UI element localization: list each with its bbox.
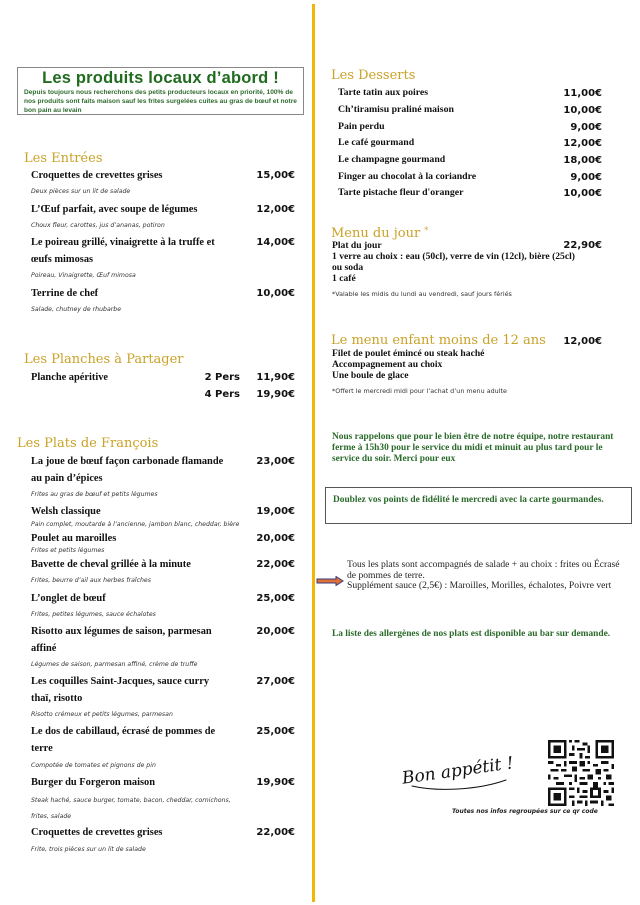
menu-item-name-line2: thaï, risotto bbox=[31, 693, 83, 704]
menu-item-name-line2: affiné bbox=[31, 643, 57, 654]
sauce-supplement-text: Supplément sauce (2,5€) : Maroilles, Morilles, échalotes, Poivre vert bbox=[347, 580, 612, 592]
menu-enfant-line: Une boule de glace bbox=[332, 370, 409, 381]
menu-item-desc: Compotée de tomates et pignons de pin bbox=[31, 762, 156, 769]
menu-enfant-line: Accompagnement au choix bbox=[332, 359, 443, 370]
menu-item-desc: Choux fleur, carottes, jus d’ananas, potiron bbox=[31, 222, 165, 229]
menu-jour-line: 1 verre au choix : eau (50cl), verre de vin (12cl), bière (25cl) bbox=[332, 251, 575, 262]
accompaniment-text: Tous les plats sont accompagnés de salade + au choix : frites ou Écrasé de pommes de terre. bbox=[347, 559, 620, 581]
menu-item-desc: Frite, trois pièces sur un lit de salade bbox=[31, 846, 146, 853]
menu-item-name: Croquettes de crevettes grises bbox=[31, 827, 163, 838]
menu-item-desc: Pain complet, moutarde à l’ancienne, jambon blanc, cheddar, bière bbox=[31, 521, 240, 528]
menu-item-name-line2: œufs mimosas bbox=[31, 254, 94, 265]
menu-item-price: 20,00€ bbox=[256, 533, 295, 544]
dessert-name: Le café gourmand bbox=[338, 137, 415, 148]
opening-hours-notice: Nous rappelons que pour le bien être de notre équipe, notre restaurant ferme à 15h30 pour le service du midi et minuit au plus tard pour le service du soir. Merci pour eux bbox=[332, 432, 614, 464]
section-title-menu-enfant: Le menu enfant moins de 12 ans bbox=[331, 333, 546, 348]
menu-item-price: 22,00€ bbox=[256, 827, 295, 838]
dessert-price: 11,00€ bbox=[563, 88, 602, 99]
menu-jour-price: 22,90€ bbox=[563, 240, 602, 251]
dessert-name: Ch’tiramisu praliné maison bbox=[338, 104, 454, 115]
allergen-notice: La liste des allergènes de nos plats est disponible au bar sur demande. bbox=[332, 629, 611, 639]
section-title-desserts: Les Desserts bbox=[331, 68, 416, 83]
menu-item-desc: Poireau, Vinaigrette, Œuf mimosa bbox=[31, 272, 136, 279]
dessert-price: 10,00€ bbox=[563, 105, 602, 116]
planche-persons: 4 Pers bbox=[204, 389, 240, 400]
menu-item-name: Poulet au maroilles bbox=[31, 533, 117, 544]
bon-appetit-logo bbox=[398, 732, 518, 808]
local-products-box bbox=[17, 67, 304, 115]
planche-item-name: Planche apéritive bbox=[31, 372, 109, 383]
dessert-price: 10,00€ bbox=[563, 188, 602, 199]
menu-item-price: 15,00€ bbox=[256, 170, 295, 181]
section-title-plats: Les Plats de François bbox=[17, 436, 159, 451]
menu-item-desc: Légumes de saison, parmesan affiné, crème de truffe bbox=[31, 661, 198, 668]
menu-item-desc: Deux pièces sur un lit de salade bbox=[31, 188, 131, 195]
menu-item-desc: Risotto crémeux et petits légumes, parmesan bbox=[31, 711, 173, 718]
menu-jour-line: ou soda bbox=[332, 262, 364, 273]
menu-jour-asterisk: * bbox=[424, 226, 429, 235]
menu-jour-title: Menu du jour bbox=[331, 226, 421, 241]
menu-item-name: L’onglet de bœuf bbox=[31, 593, 106, 604]
section-title-menu-jour bbox=[331, 226, 428, 241]
menu-item-price: 23,00€ bbox=[256, 456, 295, 467]
menu-item-price: 20,00€ bbox=[256, 626, 295, 637]
menu-item-price: 25,00€ bbox=[256, 726, 295, 737]
menu-item-desc: Steak haché, sauce burger, tomate, bacon, cheddar, cornichons, bbox=[31, 797, 231, 804]
menu-item-name-line2: terre bbox=[31, 743, 53, 754]
section-title-entrees: Les Entrées bbox=[24, 151, 103, 166]
menu-item-desc: Salade, chutney de rhubarbe bbox=[31, 306, 122, 313]
dessert-price: 18,00€ bbox=[563, 155, 602, 166]
menu-item-price: 19,90€ bbox=[256, 777, 295, 788]
local-products-text: Depuis toujours nous recherchons des petits producteurs locaux en priorité, 100% de nos produits sont faits maison sauf les frites surgelées cuites au gras de bœuf et notre bon pain au levain bbox=[24, 89, 297, 115]
planche-persons: 2 Pers bbox=[204, 372, 240, 383]
arrow-right-icon bbox=[316, 576, 344, 586]
planche-price: 11,90€ bbox=[256, 372, 295, 383]
dessert-price: 9,00€ bbox=[570, 122, 602, 133]
menu-enfant-price: 12,00€ bbox=[563, 336, 602, 347]
menu-item-price: 10,00€ bbox=[256, 288, 295, 299]
dessert-name: Pain perdu bbox=[338, 121, 385, 132]
qr-code[interactable] bbox=[548, 740, 614, 806]
menu-item-name: Risotto aux légumes de saison, parmesan bbox=[31, 626, 212, 637]
menu-item-name: La joue de bœuf façon carbonade flamande bbox=[31, 456, 224, 467]
menu-item-name: Terrine de chef bbox=[31, 288, 99, 299]
loyalty-text: Doublez vos points de fidélité le mercredi avec la carte gourmandes. bbox=[333, 495, 604, 505]
menu-item-price: 12,00€ bbox=[256, 204, 295, 215]
column-divider bbox=[312, 4, 315, 902]
menu-item-desc: Frites, petites légumes, sauce échalotes bbox=[31, 611, 156, 618]
section-title-planches: Les Planches à Partager bbox=[24, 352, 184, 367]
dessert-name: Tarte pistache fleur d'oranger bbox=[338, 187, 464, 198]
menu-item-desc: Frites, beurre d’ail aux herbes fraîches bbox=[31, 577, 151, 584]
loyalty-box bbox=[325, 487, 632, 524]
menu-enfant-note: *Offert le mercredi midi pour l’achat d’un menu adulte bbox=[332, 387, 507, 395]
menu-jour-line: 1 café bbox=[332, 273, 356, 284]
menu-item-price: 27,00€ bbox=[256, 676, 295, 687]
menu-item-name: Welsh classique bbox=[31, 506, 101, 517]
menu-item-name: L’Œuf parfait, avec soupe de légumes bbox=[31, 204, 198, 215]
dessert-name: Le champagne gourmand bbox=[338, 154, 446, 165]
dessert-name: Finger au chocolat à la coriandre bbox=[338, 171, 477, 182]
menu-item-price: 19,00€ bbox=[256, 506, 295, 517]
menu-jour-note: *Valable les midis du lundi au vendredi, sauf jours fériés bbox=[332, 290, 512, 298]
accompaniment-info bbox=[347, 560, 627, 592]
menu-item-name: Burger du Forgeron maison bbox=[31, 777, 156, 788]
menu-item-desc-line2: frites, salade bbox=[31, 813, 72, 820]
menu-item-price: 22,00€ bbox=[256, 559, 295, 570]
menu-item-name-line2: au pain d’épices bbox=[31, 473, 103, 484]
menu-enfant-line: Filet de poulet émincé ou steak haché bbox=[332, 348, 485, 359]
qr-caption: Toutes nos infos regroupées sur ce qr code bbox=[452, 808, 598, 815]
menu-item-name: Les coquilles Saint-Jacques, sauce curry bbox=[31, 676, 210, 687]
menu-item-name: Le poireau grillé, vinaigrette à la truffe et bbox=[31, 237, 215, 248]
menu-item-desc: Frites au gras de bœuf et petits légumes bbox=[31, 491, 158, 498]
bon-appetit-text: Bon appétit ! bbox=[400, 753, 515, 789]
menu-item-name: Croquettes de crevettes grises bbox=[31, 170, 163, 181]
menu-item-name: Bavette de cheval grillée à la minute bbox=[31, 559, 191, 570]
dessert-price: 12,00€ bbox=[563, 138, 602, 149]
local-products-title: Les produits locaux d’abord ! bbox=[42, 69, 279, 87]
dessert-price: 9,00€ bbox=[570, 172, 602, 183]
menu-item-name: Le dos de cabillaud, écrasé de pommes de bbox=[31, 726, 216, 737]
menu-item-price: 14,00€ bbox=[256, 237, 295, 248]
planche-price: 19,90€ bbox=[256, 389, 295, 400]
dessert-name: Tarte tatin aux poires bbox=[338, 87, 429, 98]
menu-item-price: 25,00€ bbox=[256, 593, 295, 604]
menu-item-desc: Frites et petits légumes bbox=[31, 547, 105, 554]
menu-jour-line: Plat du jour bbox=[332, 240, 382, 251]
